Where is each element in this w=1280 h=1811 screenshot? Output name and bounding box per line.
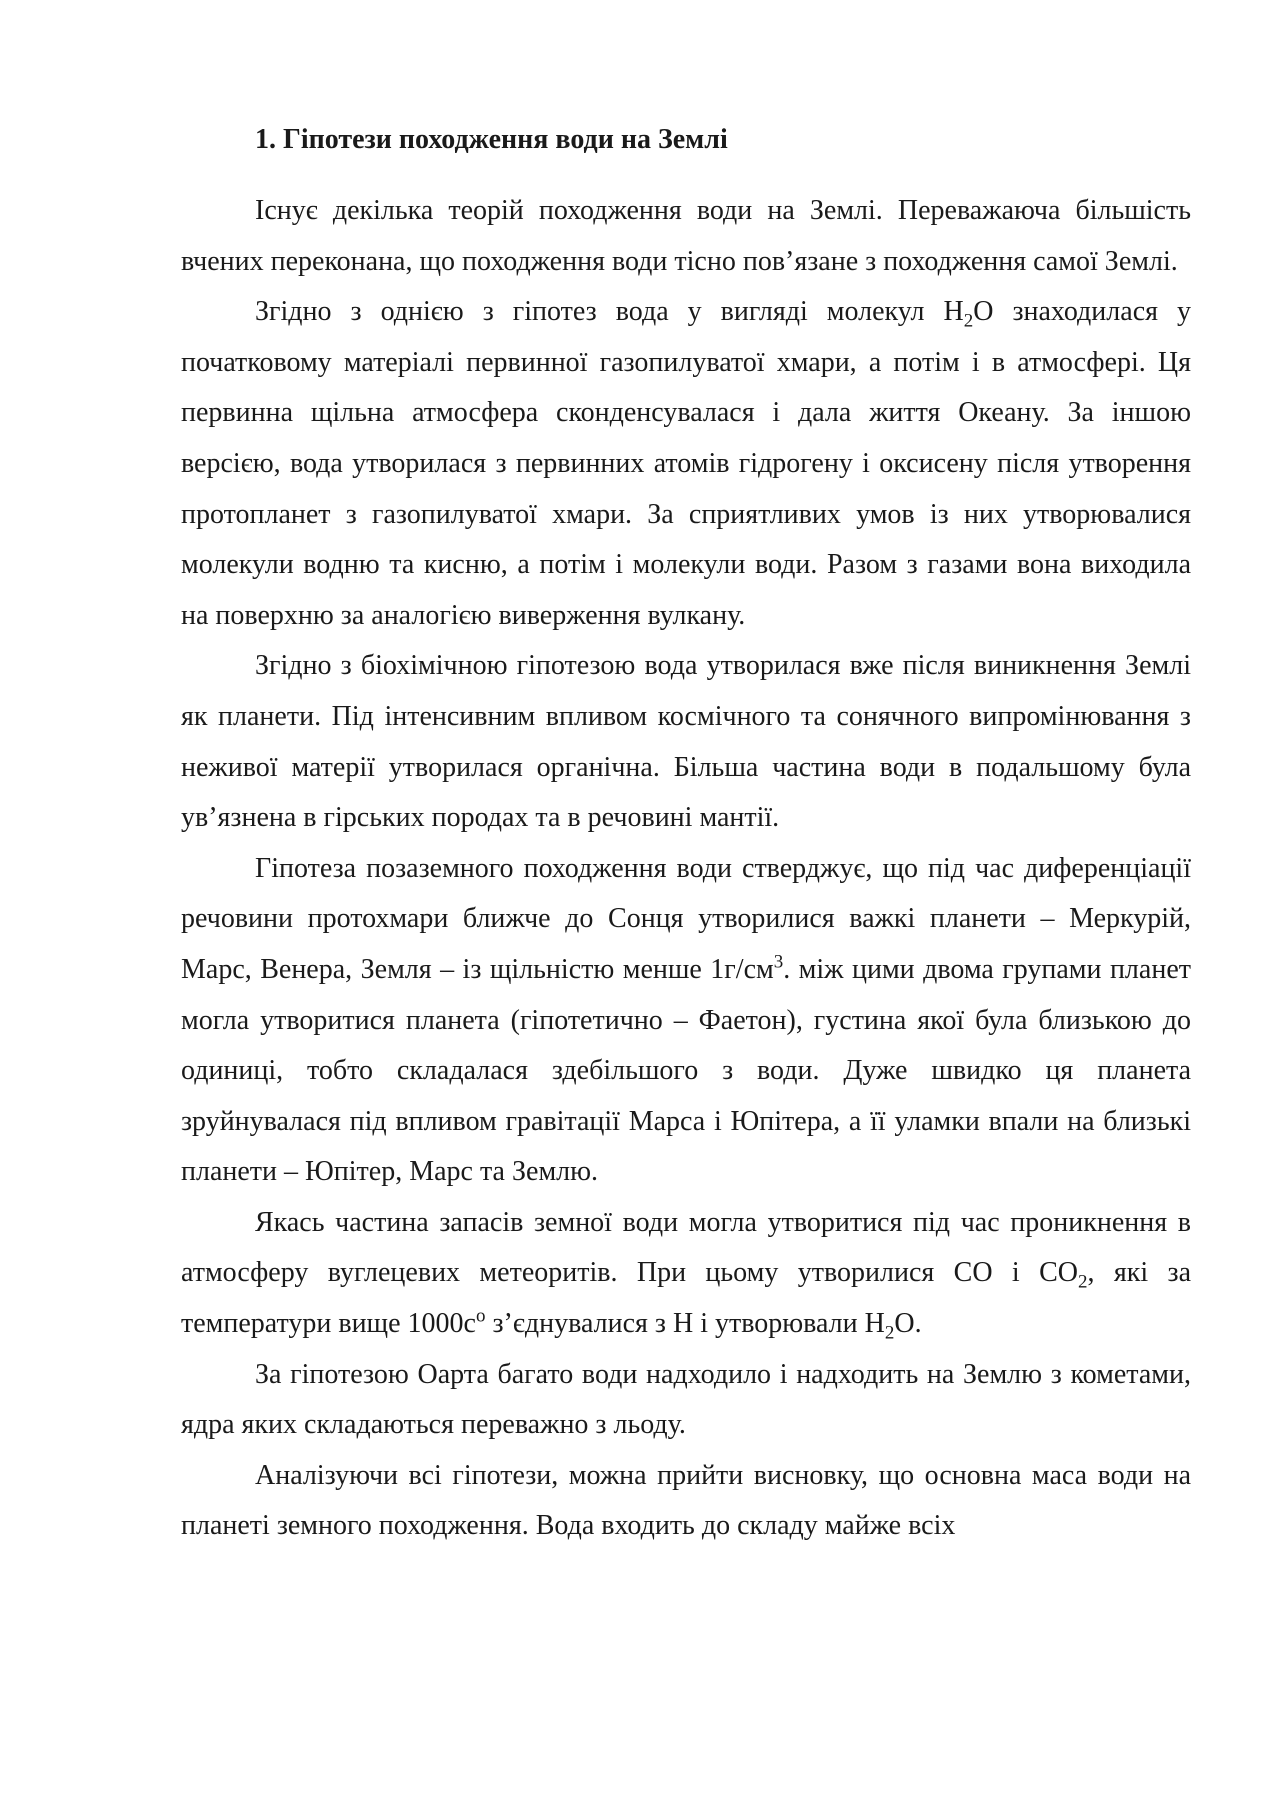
paragraph-list xyxy=(181,186,1191,1552)
paragraph-text: Аналізуючи всі гіпотези, можна прийти висновку, що основна маса води на планеті земного походження. Вода входить до складу майже всіх xyxy=(181,1459,1191,1542)
subscript-text: 2 xyxy=(884,1322,895,1344)
paragraph-text: Гіпотеза позаземного походження води стверджує, що під час диференціації речовини протохмари ближче до Сонця утворилися важкі планети – Меркурій, Марс, Венера, Земля – із щільністю менше 1г/см xyxy=(181,852,1191,985)
subscript-text: 2 xyxy=(1077,1272,1088,1294)
paragraph xyxy=(181,641,1191,843)
paragraph xyxy=(181,186,1191,287)
paragraph xyxy=(181,287,1191,641)
paragraph-text: О. xyxy=(894,1308,922,1340)
subscript-text: 2 xyxy=(963,310,974,332)
paragraph-text: Якась частина запасів земної води могла утворитися під час проникнення в атмосферу вуглецевих метеоритів. При цьому утворилися СО і СО xyxy=(181,1206,1191,1289)
paragraph xyxy=(181,1350,1191,1451)
paragraph-text: O знаходилася у початковому матеріалі первинної газопилуватої хмари, а потім і в атмосфері. Ця первинна щільна атмосфера сконденсувалася і дала життя Океану. За іншою версією, вода утворилася з первинних атомів гідрогену і оксисену після утворення протопланет з газопилуватої хмари. За сприятливих умов із них утворювалися молекули водню та кисню, а потім і молекули води. Разом з газами вона виходила на поверхню за аналогією виверження вулкану. xyxy=(181,296,1192,631)
paragraph-text: , які за температури вище 1000с xyxy=(181,1257,1191,1340)
paragraph-text: з’єднувалися з Н і утворювали Н xyxy=(485,1308,885,1340)
paragraph-text: . між цими двома групами планет могла утворитися планета (гіпотетично – Фаетон), густина якої була близькою до одиниці, тобто складалася здебільшого з води. Дуже швидко ця планета зруйнувалася під впливом гравітації Марса і Юпітера, а її уламки впали на близькі планети – Юпітер, Марс та Землю. xyxy=(181,953,1191,1188)
superscript-text: 3 xyxy=(773,951,784,973)
paragraph-text: Згідно з однією з гіпотез вода у вигляді молекул H xyxy=(255,296,964,328)
paragraph-text: За гіпотезою Оарта багато води надходило і надходить на Землю з кометами, ядра яких складаються переважно з льоду. xyxy=(181,1358,1191,1441)
paragraph xyxy=(181,844,1191,1198)
superscript-text: о xyxy=(475,1305,486,1327)
section-heading: 1. Гіпотези походження води на Землі xyxy=(255,124,728,155)
paragraph-text: Згідно з біохімічною гіпотезою вода утворилася вже після виникнення Землі як планети. Під інтенсивним впливом космічного та сонячного випромінювання з неживої матерії утворилася органічна. Більша частина води в подальшому була ув’язнена в гірських породах та в речовині мантії. xyxy=(181,650,1191,834)
paragraph xyxy=(181,1198,1191,1350)
paragraph-text: Існує декілька теорій походження води на Землі. Переважаюча більшість вчених переконана, що походження води тісно пов’язане з походження самої Землі. xyxy=(181,195,1191,277)
paragraph xyxy=(181,1451,1191,1552)
document-body xyxy=(181,120,1191,1552)
